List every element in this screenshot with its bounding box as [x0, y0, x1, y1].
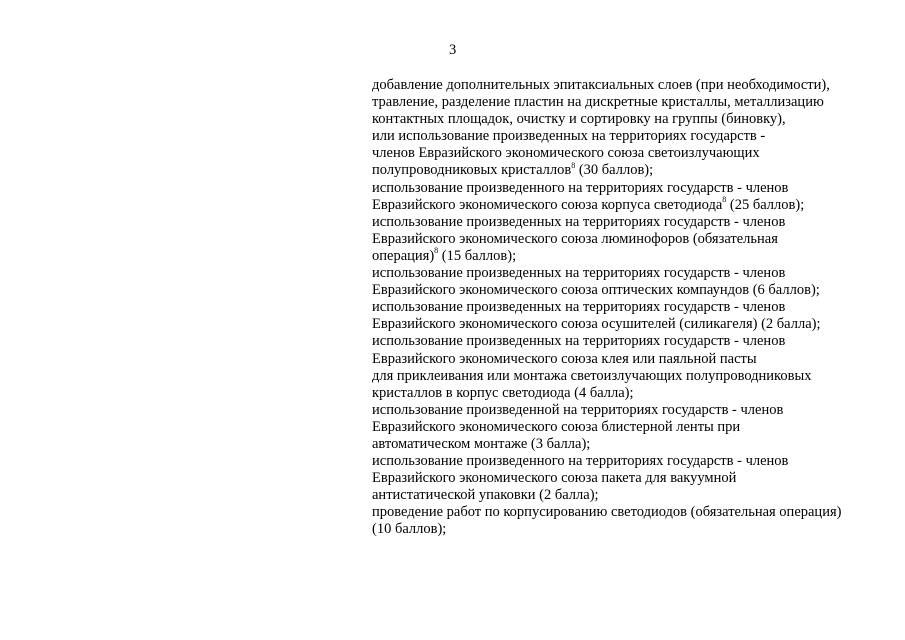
text-line: использование произведенных на территориях государств - членов — [372, 265, 786, 282]
text-line: контактных площадок, очистку и сортировку на группы (биновку), — [372, 111, 786, 128]
text-line: Евразийского экономического союза корпуса светодиода$^8$ (25 баллов); — [372, 194, 805, 213]
text-line: использование произведенных на территориях государств - членов — [372, 333, 786, 350]
footnote-ref: 8 — [571, 160, 576, 170]
text-line: Евразийского экономического союза пакета для вакуумной — [372, 470, 737, 487]
text-line: автоматическом монтаже (3 балла); — [372, 435, 591, 452]
text-line: Евразийского экономического союза люминофоров (обязательная — [372, 230, 778, 247]
text-line: Евразийского экономического союза блистерной ленты при — [372, 418, 741, 435]
footnote-ref: 8 — [434, 246, 439, 256]
footnote-ref: 8 — [722, 194, 727, 204]
text-line: Евразийского экономического союза осушителей (силикагеля) (2 балла); — [372, 316, 821, 333]
text-line: использование произведенной на территориях государств - членов — [372, 401, 784, 418]
text-line: для приклеивания или монтажа светоизлучающих полупроводниковых — [372, 367, 812, 384]
text-line: использование произведенных на территориях государств - членов — [372, 299, 786, 316]
page-number: 3 — [449, 42, 457, 58]
text-line: добавление дополнительных эпитаксиальных слоев (при необходимости), — [372, 77, 830, 93]
text-line: Евразийского экономического союза клея или паяльной пасты — [372, 350, 757, 367]
text-line: или использование произведенных на территориях государств - — [372, 128, 766, 145]
text-line: использование произведенных на территориях государств - членов — [372, 213, 786, 230]
document-body — [372, 77, 892, 539]
text-line: использование произведенного на территориях государств - членов — [372, 453, 789, 470]
text-line: кристаллов в корпус светодиода (4 балла); — [372, 384, 634, 401]
text-line: антистатической упаковки (2 балла); — [372, 487, 599, 504]
text-line: использование произведенного на территориях государств - членов — [372, 179, 789, 196]
text-line: травление, разделение пластин на дискретные кристаллы, металлизацию — [372, 94, 824, 111]
text-line: (10 баллов); — [372, 521, 447, 538]
text-line: проведение работ по корпусированию светодиодов (обязательная операция) — [372, 504, 842, 521]
text-line: Евразийского экономического союза оптических компаундов (6 баллов); — [372, 282, 820, 299]
text-line: операция)$^8$ (15 баллов); — [372, 246, 517, 264]
text-line: членов Евразийского экономического союза светоизлучающих — [372, 145, 760, 162]
text-line: полупроводниковых кристаллов$^8$ (30 баллов); — [372, 160, 654, 179]
